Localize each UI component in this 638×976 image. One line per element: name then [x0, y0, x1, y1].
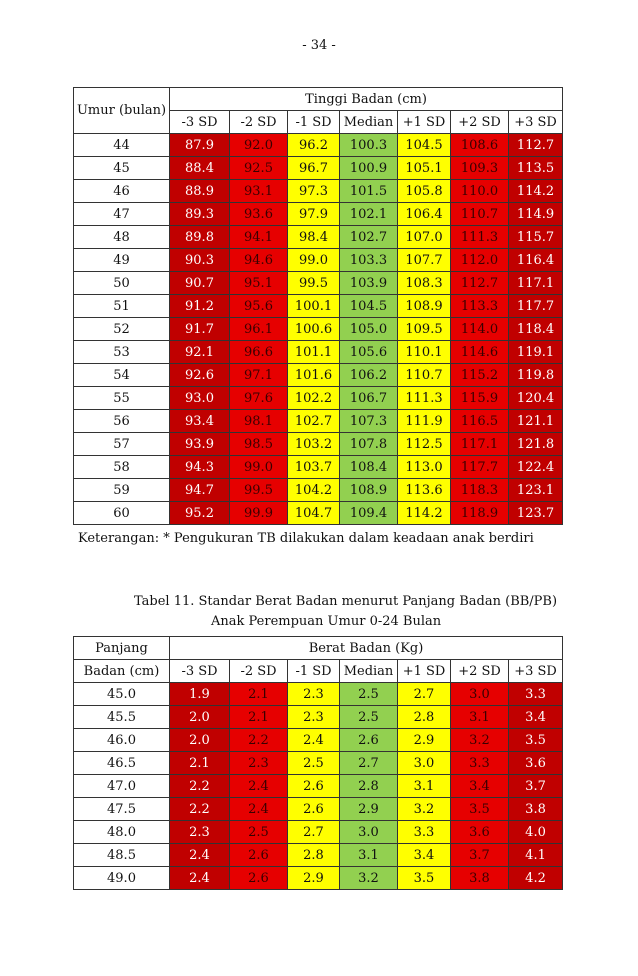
value-cell: 2.2 — [170, 775, 230, 798]
row-label-cell: 57 — [74, 433, 170, 456]
value-cell: 113.0 — [398, 456, 451, 479]
value-cell: 118.4 — [509, 318, 563, 341]
table-row — [74, 226, 563, 249]
value-cell: 94.6 — [230, 249, 288, 272]
value-cell: 106.4 — [398, 203, 451, 226]
value-cell: 3.4 — [451, 775, 509, 798]
column-header: Median — [340, 111, 398, 134]
value-cell: 93.1 — [230, 180, 288, 203]
value-cell: 118.9 — [451, 502, 509, 525]
value-cell: 115.9 — [451, 387, 509, 410]
value-cell: 97.1 — [230, 364, 288, 387]
value-cell: 108.3 — [398, 272, 451, 295]
table-row — [74, 752, 563, 775]
column-header: +3 SD — [509, 111, 563, 134]
value-cell: 116.5 — [451, 410, 509, 433]
value-cell: 2.8 — [340, 775, 398, 798]
value-cell: 90.7 — [170, 272, 230, 295]
value-cell: 3.1 — [340, 844, 398, 867]
value-cell: 2.6 — [288, 798, 340, 821]
value-cell: 122.4 — [509, 456, 563, 479]
value-cell: 111.3 — [398, 387, 451, 410]
value-cell: 2.0 — [170, 729, 230, 752]
value-cell: 99.5 — [288, 272, 340, 295]
column-header: +2 SD — [451, 660, 509, 683]
value-cell: 3.6 — [451, 821, 509, 844]
value-cell: 100.9 — [340, 157, 398, 180]
value-cell: 3.7 — [509, 775, 563, 798]
table-row — [74, 433, 563, 456]
value-cell: 92.1 — [170, 341, 230, 364]
value-cell: 103.7 — [288, 456, 340, 479]
value-cell: 95.6 — [230, 295, 288, 318]
height-for-age-table — [73, 87, 563, 525]
value-cell: 2.9 — [398, 729, 451, 752]
value-cell: 98.4 — [288, 226, 340, 249]
row-label-cell: 46 — [74, 180, 170, 203]
value-cell: 94.3 — [170, 456, 230, 479]
value-cell: 99.0 — [288, 249, 340, 272]
value-cell: 113.5 — [509, 157, 563, 180]
table-caption-subtitle: Anak Perempuan Umur 0-24 Bulan — [211, 614, 442, 629]
row-label-cell: 48.5 — [74, 844, 170, 867]
value-cell: 109.4 — [340, 502, 398, 525]
value-cell: 103.3 — [340, 249, 398, 272]
value-cell: 1.9 — [170, 683, 230, 706]
value-cell: 103.9 — [340, 272, 398, 295]
value-cell: 117.7 — [509, 295, 563, 318]
value-cell: 108.4 — [340, 456, 398, 479]
column-header: +1 SD — [398, 111, 451, 134]
value-cell: 2.3 — [288, 706, 340, 729]
value-cell: 3.3 — [509, 683, 563, 706]
value-cell: 93.0 — [170, 387, 230, 410]
value-cell: 120.4 — [509, 387, 563, 410]
table-row — [74, 456, 563, 479]
value-cell: 2.3 — [170, 821, 230, 844]
column-header: -3 SD — [170, 111, 230, 134]
value-cell: 118.3 — [451, 479, 509, 502]
table-row — [74, 318, 563, 341]
value-cell: 112.0 — [451, 249, 509, 272]
value-cell: 110.7 — [451, 203, 509, 226]
column-header: -1 SD — [288, 111, 340, 134]
value-cell: 2.3 — [230, 752, 288, 775]
table-row — [74, 180, 563, 203]
table-row — [74, 157, 563, 180]
value-cell: 2.6 — [288, 775, 340, 798]
value-cell: 106.7 — [340, 387, 398, 410]
row-header-age: Umur (bulan) — [74, 88, 170, 134]
value-cell: 94.7 — [170, 479, 230, 502]
value-cell: 104.5 — [340, 295, 398, 318]
row-label-cell: 55 — [74, 387, 170, 410]
value-cell: 108.6 — [451, 134, 509, 157]
row-label-cell: 44 — [74, 134, 170, 157]
row-label-cell: 51 — [74, 295, 170, 318]
value-cell: 3.6 — [509, 752, 563, 775]
value-cell: 95.2 — [170, 502, 230, 525]
row-label-cell: 47.0 — [74, 775, 170, 798]
value-cell: 104.5 — [398, 134, 451, 157]
value-cell: 2.1 — [230, 683, 288, 706]
value-cell: 3.0 — [451, 683, 509, 706]
value-cell: 3.7 — [451, 844, 509, 867]
value-cell: 89.3 — [170, 203, 230, 226]
table-row — [74, 387, 563, 410]
value-cell: 91.2 — [170, 295, 230, 318]
value-cell: 95.1 — [230, 272, 288, 295]
value-cell: 112.5 — [398, 433, 451, 456]
value-cell: 107.8 — [340, 433, 398, 456]
value-cell: 93.4 — [170, 410, 230, 433]
value-cell: 97.6 — [230, 387, 288, 410]
value-cell: 112.7 — [509, 134, 563, 157]
value-cell: 92.5 — [230, 157, 288, 180]
table-row — [74, 249, 563, 272]
weight-for-length-table — [73, 636, 563, 890]
table-row — [74, 844, 563, 867]
value-cell: 123.7 — [509, 502, 563, 525]
column-header: -2 SD — [230, 111, 288, 134]
value-cell: 105.1 — [398, 157, 451, 180]
column-header: -2 SD — [230, 660, 288, 683]
value-cell: 2.1 — [170, 752, 230, 775]
column-header: Median — [340, 660, 398, 683]
row-label-cell: 48 — [74, 226, 170, 249]
value-cell: 3.2 — [340, 867, 398, 890]
value-cell: 2.6 — [230, 844, 288, 867]
column-header: +2 SD — [451, 111, 509, 134]
value-cell: 123.1 — [509, 479, 563, 502]
value-cell: 114.2 — [398, 502, 451, 525]
value-cell: 107.3 — [340, 410, 398, 433]
value-cell: 2.4 — [170, 867, 230, 890]
value-cell: 91.7 — [170, 318, 230, 341]
value-cell: 109.3 — [451, 157, 509, 180]
row-label-cell: 54 — [74, 364, 170, 387]
value-cell: 2.0 — [170, 706, 230, 729]
value-cell: 99.0 — [230, 456, 288, 479]
value-cell: 98.5 — [230, 433, 288, 456]
value-cell: 98.1 — [230, 410, 288, 433]
value-cell: 114.9 — [509, 203, 563, 226]
row-label-cell: 50 — [74, 272, 170, 295]
value-cell: 117.1 — [509, 272, 563, 295]
value-cell: 3.2 — [398, 798, 451, 821]
table-row — [74, 410, 563, 433]
value-cell: 105.6 — [340, 341, 398, 364]
value-cell: 116.4 — [509, 249, 563, 272]
row-header-length-line1: Panjang — [74, 637, 170, 660]
value-cell: 106.2 — [340, 364, 398, 387]
row-label-cell: 45 — [74, 157, 170, 180]
value-cell: 110.1 — [398, 341, 451, 364]
table-row — [74, 341, 563, 364]
value-cell: 2.5 — [340, 706, 398, 729]
value-cell: 101.1 — [288, 341, 340, 364]
value-cell: 104.2 — [288, 479, 340, 502]
row-label-cell: 56 — [74, 410, 170, 433]
value-cell: 88.4 — [170, 157, 230, 180]
value-cell: 115.7 — [509, 226, 563, 249]
table-row — [74, 364, 563, 387]
value-cell: 2.4 — [230, 775, 288, 798]
value-cell: 102.7 — [340, 226, 398, 249]
value-cell: 2.3 — [288, 683, 340, 706]
value-cell: 103.2 — [288, 433, 340, 456]
column-header: -3 SD — [170, 660, 230, 683]
value-cell: 97.9 — [288, 203, 340, 226]
row-label-cell: 47.5 — [74, 798, 170, 821]
table-row — [74, 821, 563, 844]
value-cell: 104.7 — [288, 502, 340, 525]
table-row — [74, 867, 563, 890]
value-cell: 97.3 — [288, 180, 340, 203]
row-label-cell: 58 — [74, 456, 170, 479]
row-label-cell: 47 — [74, 203, 170, 226]
value-cell: 2.5 — [288, 752, 340, 775]
table-row — [74, 706, 563, 729]
table-row — [74, 134, 563, 157]
value-cell: 2.6 — [340, 729, 398, 752]
value-cell: 2.6 — [230, 867, 288, 890]
value-cell: 3.1 — [398, 775, 451, 798]
value-cell: 99.5 — [230, 479, 288, 502]
value-cell: 96.1 — [230, 318, 288, 341]
value-cell: 2.9 — [288, 867, 340, 890]
value-cell: 110.0 — [451, 180, 509, 203]
value-cell: 3.5 — [509, 729, 563, 752]
table-row — [74, 203, 563, 226]
table-row — [74, 729, 563, 752]
value-cell: 2.1 — [230, 706, 288, 729]
column-header: -1 SD — [288, 660, 340, 683]
value-cell: 3.4 — [509, 706, 563, 729]
column-header: +3 SD — [509, 660, 563, 683]
value-cell: 2.8 — [288, 844, 340, 867]
value-cell: 89.8 — [170, 226, 230, 249]
table-row — [74, 272, 563, 295]
group-header-height: Tinggi Badan (cm) — [170, 88, 563, 111]
table-row — [74, 683, 563, 706]
page-number: - 34 - — [302, 38, 336, 53]
table-row — [74, 295, 563, 318]
value-cell: 100.1 — [288, 295, 340, 318]
table-row — [74, 502, 563, 525]
value-cell: 2.2 — [170, 798, 230, 821]
value-cell: 3.1 — [451, 706, 509, 729]
value-cell: 99.9 — [230, 502, 288, 525]
value-cell: 102.2 — [288, 387, 340, 410]
value-cell: 2.2 — [230, 729, 288, 752]
value-cell: 96.7 — [288, 157, 340, 180]
value-cell: 110.7 — [398, 364, 451, 387]
value-cell: 92.0 — [230, 134, 288, 157]
row-label-cell: 45.5 — [74, 706, 170, 729]
value-cell: 119.1 — [509, 341, 563, 364]
value-cell: 107.0 — [398, 226, 451, 249]
row-label-cell: 46.5 — [74, 752, 170, 775]
row-label-cell: 52 — [74, 318, 170, 341]
value-cell: 3.4 — [398, 844, 451, 867]
value-cell: 113.6 — [398, 479, 451, 502]
value-cell: 87.9 — [170, 134, 230, 157]
value-cell: 2.7 — [288, 821, 340, 844]
value-cell: 3.8 — [509, 798, 563, 821]
value-cell: 3.8 — [451, 867, 509, 890]
value-cell: 2.5 — [230, 821, 288, 844]
value-cell: 2.4 — [170, 844, 230, 867]
row-header-length-line2: Badan (cm) — [74, 660, 170, 683]
value-cell: 3.2 — [451, 729, 509, 752]
row-label-cell: 46.0 — [74, 729, 170, 752]
row-label-cell: 45.0 — [74, 683, 170, 706]
row-label-cell: 49 — [74, 249, 170, 272]
value-cell: 4.1 — [509, 844, 563, 867]
table-caption: Tabel 11. Standar Berat Badan menurut Panjang Badan (BB/PB) — [134, 594, 558, 609]
value-cell: 96.2 — [288, 134, 340, 157]
value-cell: 108.9 — [340, 479, 398, 502]
value-cell: 92.6 — [170, 364, 230, 387]
value-cell: 93.9 — [170, 433, 230, 456]
row-label-cell: 48.0 — [74, 821, 170, 844]
value-cell: 113.3 — [451, 295, 509, 318]
row-label-cell: 49.0 — [74, 867, 170, 890]
value-cell: 94.1 — [230, 226, 288, 249]
value-cell: 109.5 — [398, 318, 451, 341]
value-cell: 2.7 — [398, 683, 451, 706]
value-cell: 101.6 — [288, 364, 340, 387]
value-cell: 108.9 — [398, 295, 451, 318]
value-cell: 2.4 — [288, 729, 340, 752]
value-cell: 114.6 — [451, 341, 509, 364]
table-note: Keterangan: * Pengukuran TB dilakukan dalam keadaan anak berdiri — [78, 531, 534, 546]
group-header-weight: Berat Badan (Kg) — [170, 637, 563, 660]
value-cell: 3.5 — [451, 798, 509, 821]
value-cell: 102.7 — [288, 410, 340, 433]
value-cell: 96.6 — [230, 341, 288, 364]
row-label-cell: 60 — [74, 502, 170, 525]
table-row — [74, 479, 563, 502]
value-cell: 3.3 — [398, 821, 451, 844]
value-cell: 117.7 — [451, 456, 509, 479]
value-cell: 2.4 — [230, 798, 288, 821]
value-cell: 100.3 — [340, 134, 398, 157]
value-cell: 2.9 — [340, 798, 398, 821]
table-row — [74, 775, 563, 798]
value-cell: 121.8 — [509, 433, 563, 456]
value-cell: 114.2 — [509, 180, 563, 203]
value-cell: 114.0 — [451, 318, 509, 341]
value-cell: 3.0 — [340, 821, 398, 844]
value-cell: 3.3 — [451, 752, 509, 775]
value-cell: 4.2 — [509, 867, 563, 890]
value-cell: 2.7 — [340, 752, 398, 775]
value-cell: 4.0 — [509, 821, 563, 844]
value-cell: 3.5 — [398, 867, 451, 890]
value-cell: 90.3 — [170, 249, 230, 272]
column-header: +1 SD — [398, 660, 451, 683]
value-cell: 121.1 — [509, 410, 563, 433]
value-cell: 3.0 — [398, 752, 451, 775]
value-cell: 93.6 — [230, 203, 288, 226]
value-cell: 2.5 — [340, 683, 398, 706]
value-cell: 119.8 — [509, 364, 563, 387]
row-label-cell: 59 — [74, 479, 170, 502]
value-cell: 107.7 — [398, 249, 451, 272]
value-cell: 111.9 — [398, 410, 451, 433]
value-cell: 112.7 — [451, 272, 509, 295]
value-cell: 105.8 — [398, 180, 451, 203]
value-cell: 101.5 — [340, 180, 398, 203]
value-cell: 2.8 — [398, 706, 451, 729]
value-cell: 117.1 — [451, 433, 509, 456]
value-cell: 111.3 — [451, 226, 509, 249]
value-cell: 102.1 — [340, 203, 398, 226]
table-row — [74, 798, 563, 821]
value-cell: 115.2 — [451, 364, 509, 387]
value-cell: 88.9 — [170, 180, 230, 203]
row-label-cell: 53 — [74, 341, 170, 364]
value-cell: 100.6 — [288, 318, 340, 341]
value-cell: 105.0 — [340, 318, 398, 341]
